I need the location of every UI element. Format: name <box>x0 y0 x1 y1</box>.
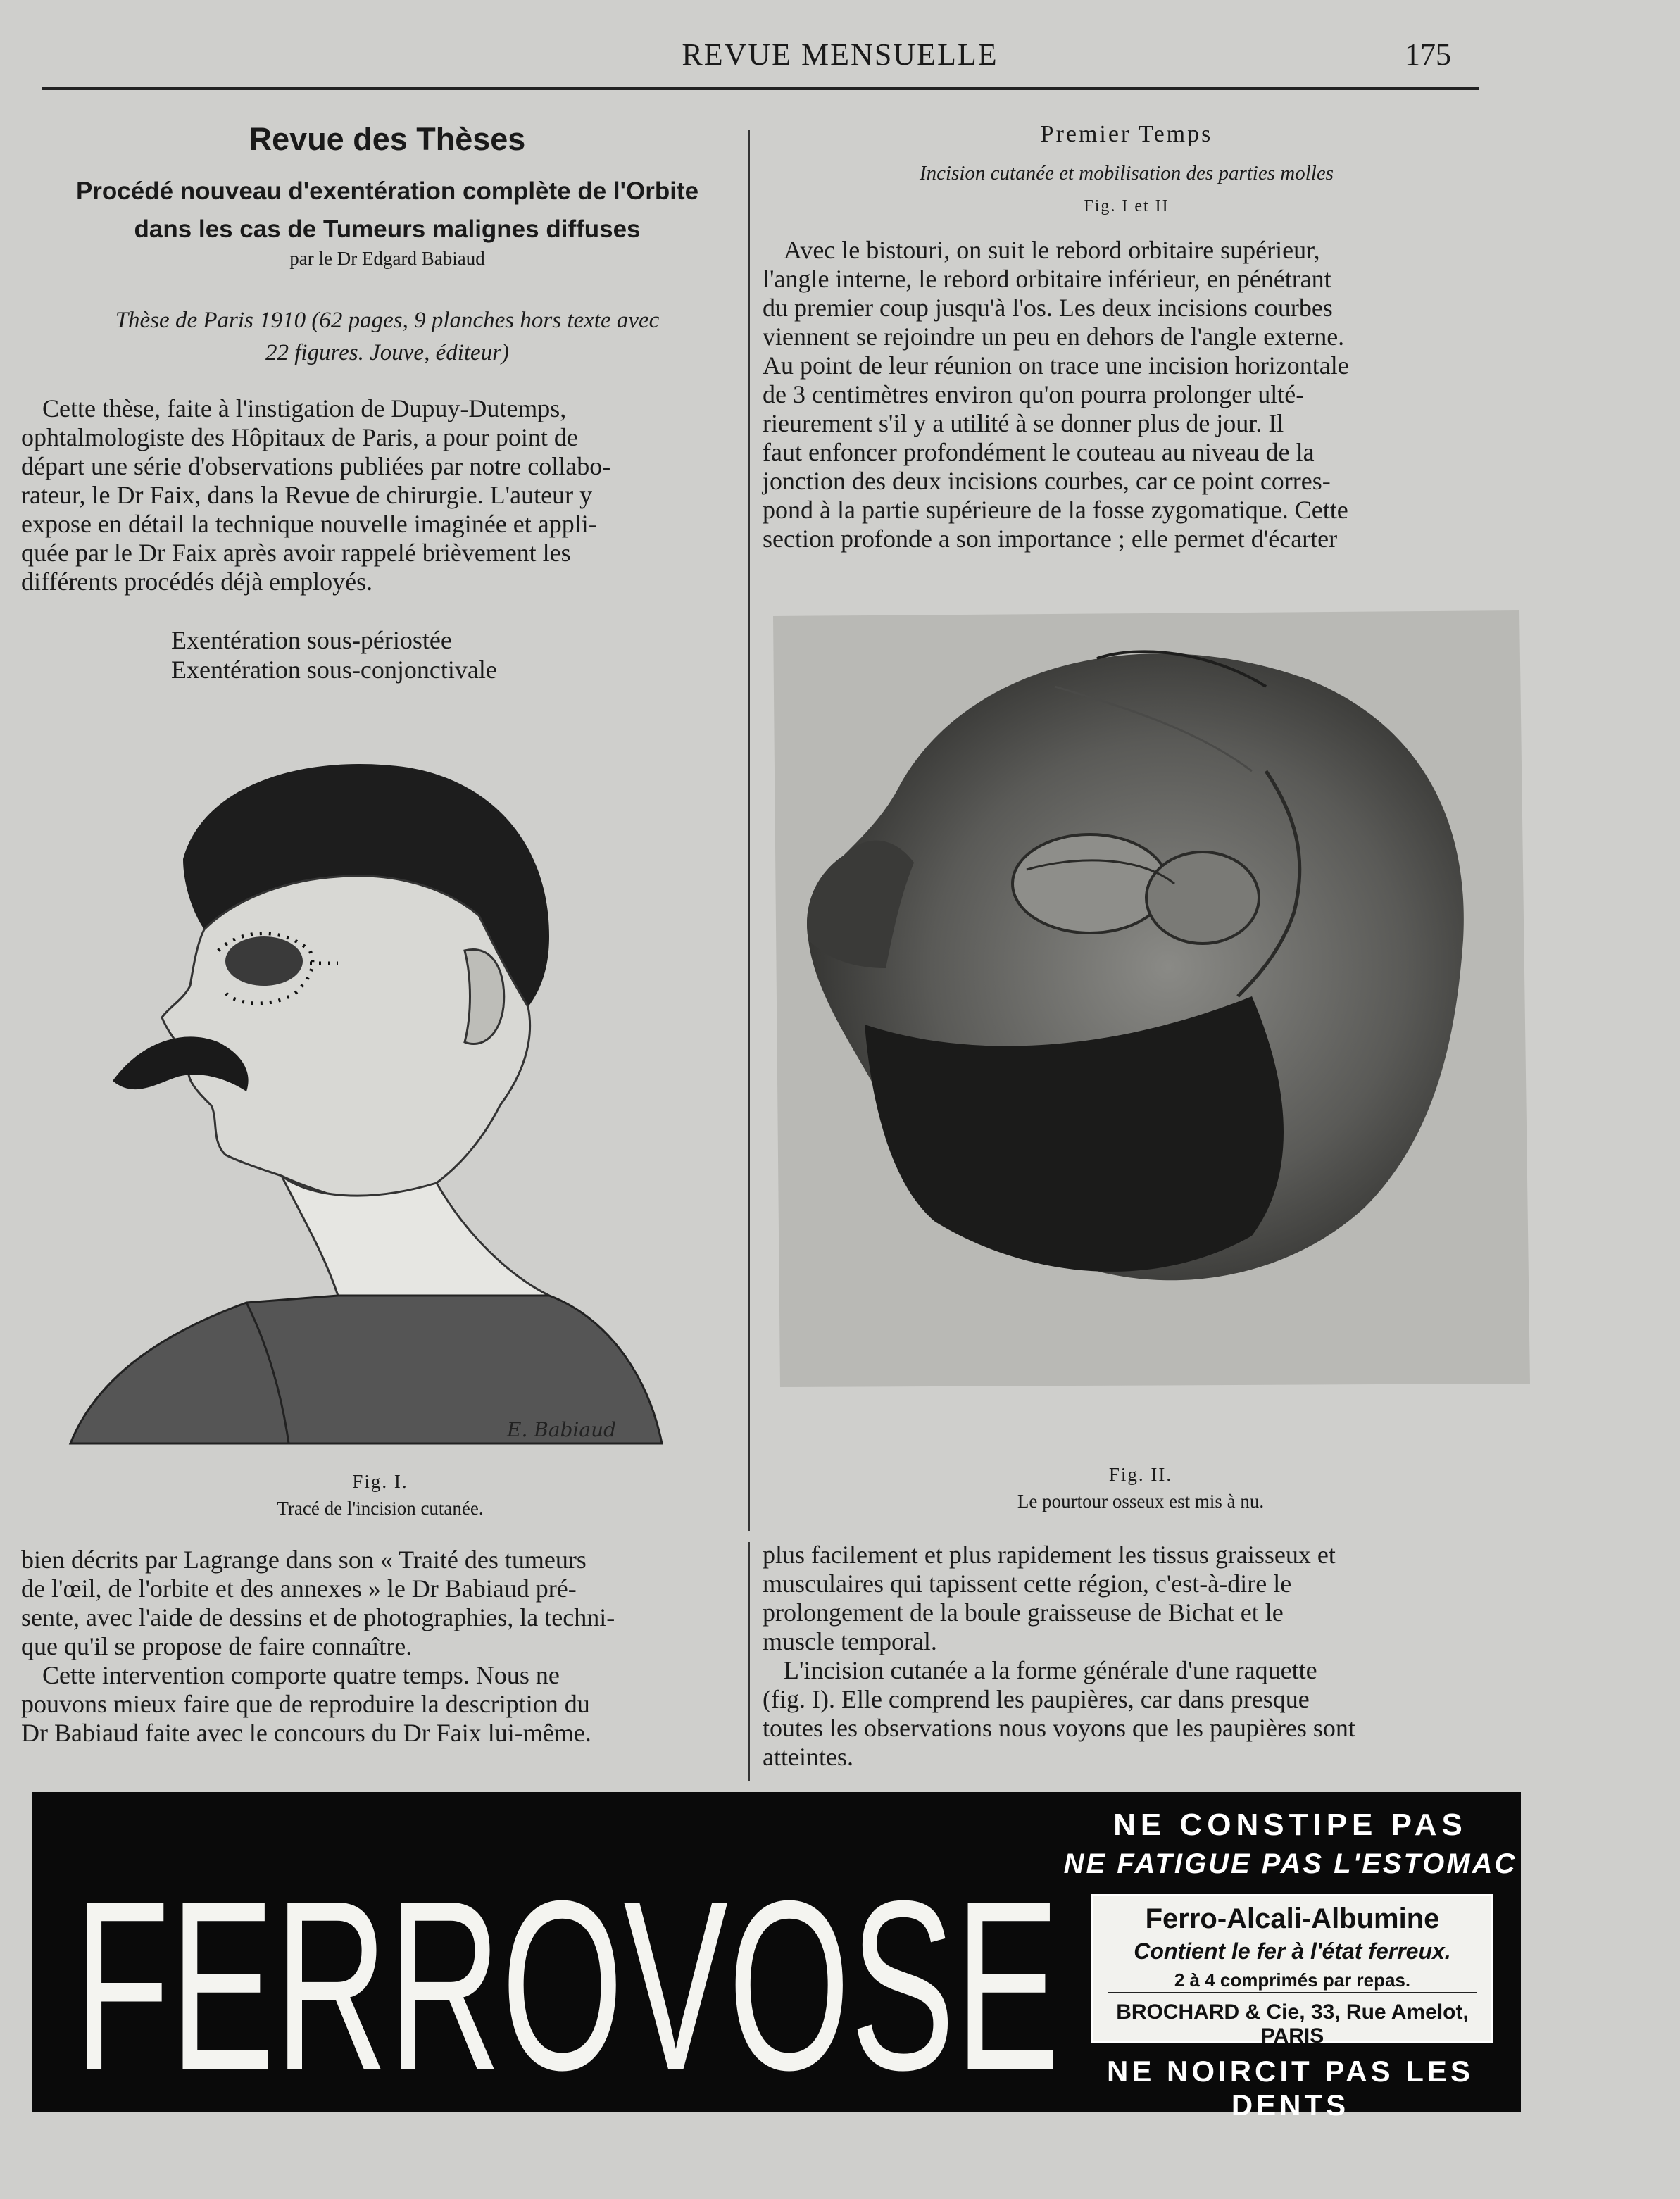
text-line: plus facilement et plus rapidement les tissus graisseux et <box>763 1541 1336 1569</box>
text-line: section profonde a son importance ; elle permet d'écarter <box>763 525 1338 553</box>
text-line: Au point de leur réunion on trace une incision horizontale <box>763 351 1349 380</box>
figure-2-caption-text: Le pourtour osseux est mis à nu. <box>1017 1491 1265 1512</box>
text-line: faut enfoncer profondément le couteau au niveau de la <box>763 438 1315 466</box>
right-bottom-paragraph <box>763 1541 1489 1772</box>
running-header: REVUE MENSUELLE <box>682 37 998 72</box>
artist-signature: E. Babiaud <box>507 1418 617 1441</box>
ad-product-name: Ferro-Alcali-Albumine <box>1145 1903 1440 1934</box>
ad-divider <box>1108 1992 1477 1993</box>
text-line: Avec le bistouri, on suit le rebord orbitaire supérieur, <box>784 236 1320 264</box>
text-line: L'incision cutanée a la forme générale d'une raquette <box>784 1656 1317 1684</box>
ad-product-claim: Contient le fer à l'état ferreux. <box>1134 1938 1451 1964</box>
text-line: pouvons mieux faire que de reproduire la description du <box>21 1690 590 1718</box>
ad-panel <box>1060 1792 1521 2122</box>
procedure-list <box>171 625 497 684</box>
figure-1-caption-text: Tracé de l'incision cutanée. <box>277 1498 484 1519</box>
ad-manufacturer: BROCHARD & Cie, 33, Rue Amelot, PARIS <box>1116 2000 1469 2048</box>
thesis-reference <box>21 304 753 369</box>
text-line: l'angle interne, le rebord orbitaire inférieur, en pénétrant <box>763 265 1331 293</box>
left-bottom-paragraph <box>21 1546 729 1748</box>
page-number: 175 <box>1405 37 1451 72</box>
text-line: atteintes. <box>763 1743 853 1771</box>
text-line: Cette thèse, faite à l'instigation de Dupuy-Dutemps, <box>42 394 567 422</box>
text-line: prolongement de la boule graisseuse de Bichat et le <box>763 1598 1284 1627</box>
ad-brand-wordmark <box>53 1827 1081 2077</box>
ad-product-box <box>1091 1894 1493 2048</box>
text-line: du premier coup jusqu'à l'os. Les deux incisions courbes <box>763 294 1333 322</box>
header-rule <box>42 87 1479 90</box>
text-line: viennent se rejoindre un peu en dehors de l'angle externe. <box>763 322 1345 351</box>
intro-paragraph <box>21 394 729 596</box>
thesis-reference-line-2: 22 figures. Jouve, éditeur) <box>265 340 510 365</box>
thesis-reference-line-1: Thèse de Paris 1910 (62 pages, 9 planches hors texte avec <box>115 308 660 333</box>
text-line: muscle temporal. <box>763 1627 937 1655</box>
text-line: départ une série d'observations publiées par notre collabo- <box>21 452 611 480</box>
ad-dosage: 2 à 4 comprimés par repas. <box>1174 1969 1411 1991</box>
text-line: musculaires qui tapissent cette région, c'est-à-dire le <box>763 1570 1292 1598</box>
procedure-item: Exentération sous-périostée <box>171 626 452 654</box>
article-title-line-2: dans les cas de Tumeurs malignes diffuses <box>134 215 641 243</box>
section-heading: Premier Temps <box>1040 121 1213 147</box>
text-line: rieurement s'il y a utilité à se donner plus de jour. Il <box>763 409 1284 437</box>
figure-2-photograph <box>759 602 1534 1396</box>
section-title: Revue des Thèses <box>249 121 526 157</box>
text-line: expose en détail la technique nouvelle imaginée et appli- <box>21 510 597 538</box>
text-line: (fig. I). Elle comprend les paupières, car dans presque <box>763 1685 1310 1713</box>
text-line: différents procédés déjà employés. <box>21 568 373 596</box>
text-line: rateur, le Dr Faix, dans la Revue de chirurgie. L'auteur y <box>21 481 593 509</box>
ferrovose-advertisement <box>32 1792 1521 2122</box>
text-line: quée par le Dr Faix après avoir rappelé brièvement les <box>21 539 571 567</box>
ad-tagline: NE CONSTIPE PAS <box>1113 1808 1467 1842</box>
text-line: jonction des deux incisions courbes, car ce point corres- <box>763 467 1331 495</box>
text-line: Dr Babiaud faite avec le concours du Dr Faix lui-même. <box>21 1719 591 1747</box>
text-line: Cette intervention comporte quatre temps. Nous ne <box>42 1661 560 1689</box>
ad-tagline: NE NOIRCIT PAS LES DENTS <box>1107 2055 1474 2122</box>
procedure-item: Exentération sous-conjonctivale <box>171 656 497 684</box>
text-line: sente, avec l'aide de dessins et de photographies, la techni- <box>21 1603 615 1631</box>
text-line: ophtalmologiste des Hôpitaux de Paris, a pour point de <box>21 423 578 451</box>
text-line: de 3 centimètres environ qu'on pourra prolonger ulté- <box>763 380 1305 408</box>
ad-brand-text: FERROVOSE <box>74 1850 1060 2077</box>
text-line: toutes les observations nous voyons que les paupières sont <box>763 1714 1355 1742</box>
text-line: bien décrits par Lagrange dans son « Traité des tumeurs <box>21 1546 587 1574</box>
premier-temps-paragraph <box>763 236 1489 553</box>
article-title-line-1: Procédé nouveau d'exentération complète de l'Orbite <box>75 177 699 205</box>
section-subheading: Incision cutanée et mobilisation des parties molles <box>920 162 1334 184</box>
figure-reference: Fig. I et II <box>1084 197 1170 215</box>
article-title <box>21 173 753 249</box>
figure-2-caption <box>760 1461 1521 1515</box>
text-line: de l'œil, de l'orbite et des annexes » le Dr Babiaud pré- <box>21 1574 577 1603</box>
figure-2-label: Fig. II. <box>1108 1464 1173 1485</box>
figure-1-label: Fig. I. <box>352 1471 408 1492</box>
article-author: par le Dr Edgard Babiaud <box>289 248 485 269</box>
column-divider-bottom <box>748 1542 750 1781</box>
figure-1-sketch <box>14 739 746 1454</box>
ad-tagline: NE FATIGUE PAS L'ESTOMAC <box>1063 1848 1517 1879</box>
text-line: pond à la partie supérieure de la fosse zygomatique. Cette <box>763 496 1348 524</box>
text-line: que qu'il se propose de faire connaître. <box>21 1632 413 1660</box>
figure-1-caption <box>14 1468 746 1522</box>
